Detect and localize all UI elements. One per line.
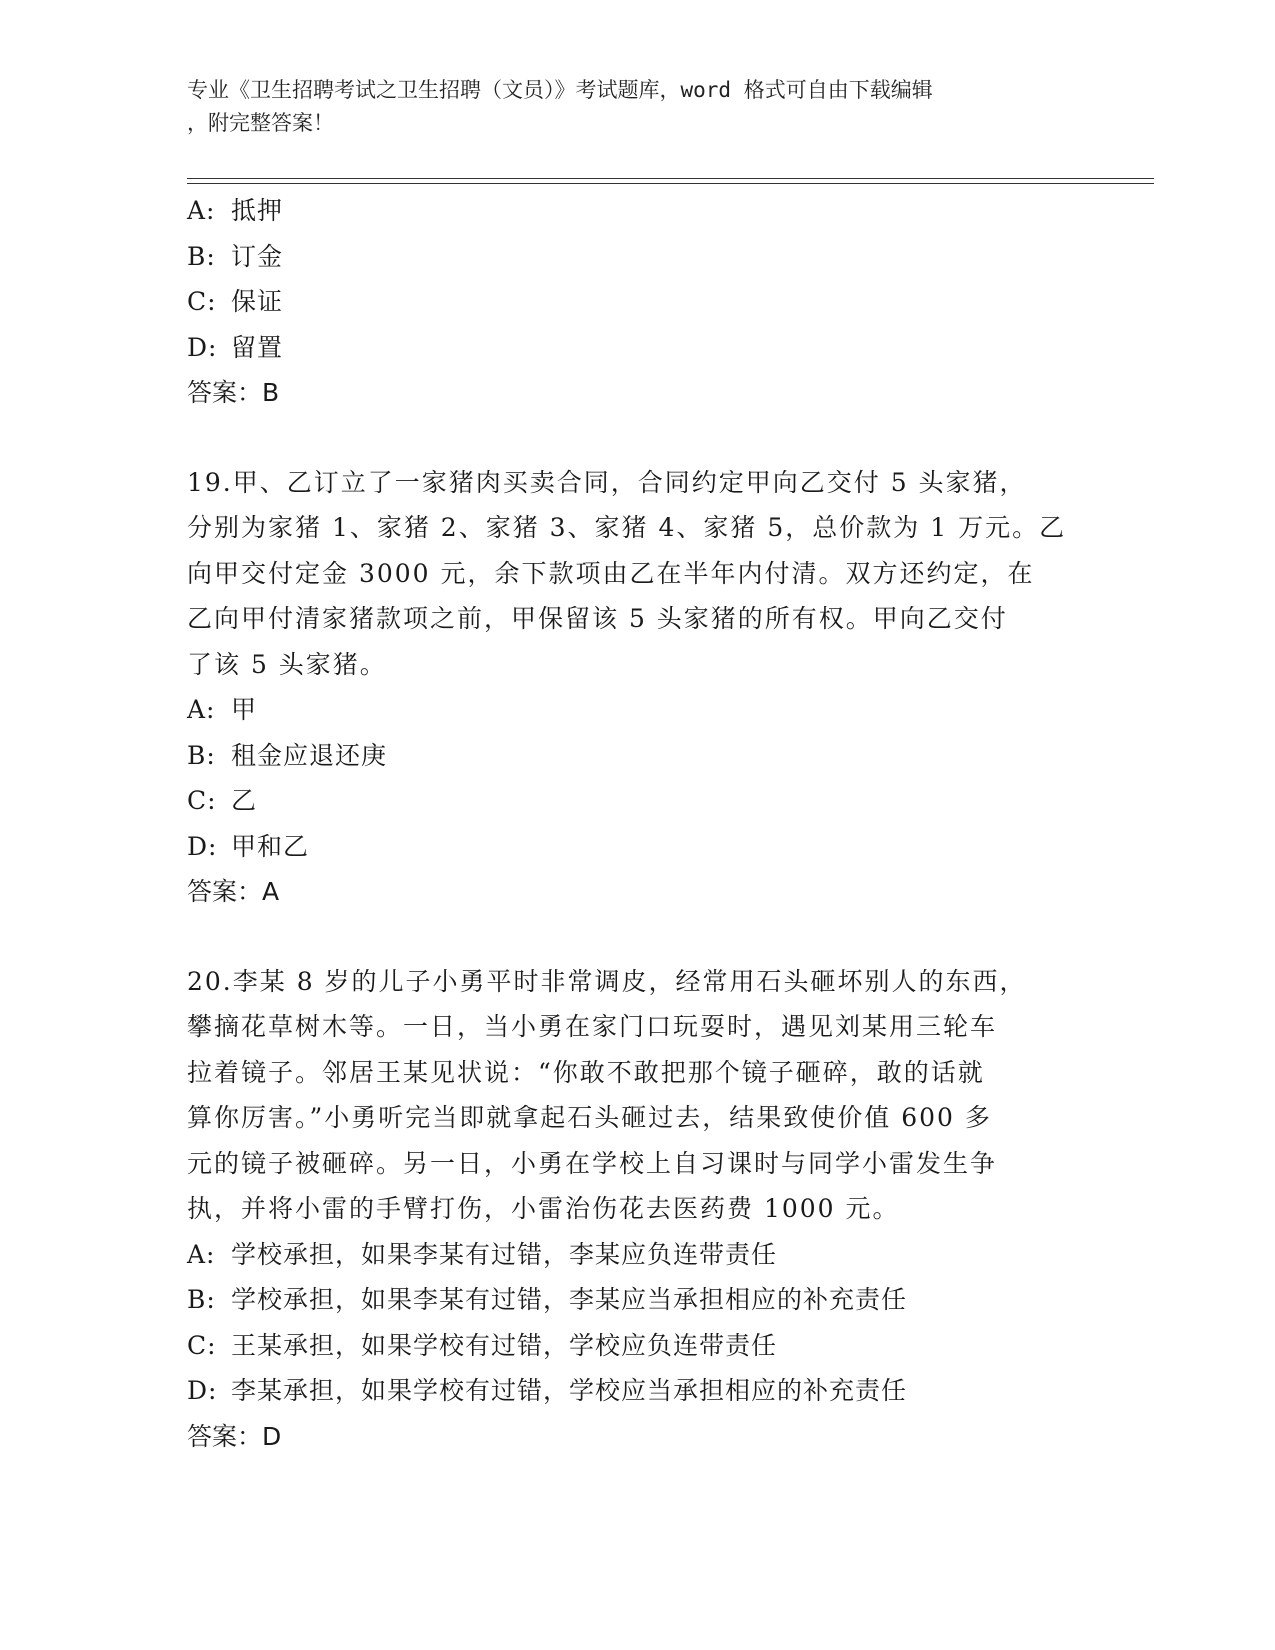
header-divider-top — [187, 178, 1154, 179]
question-line: 执，并将小雷的手臂打伤，小雷治伤花去医药费 1000 元。 — [187, 1194, 900, 1223]
question-list — [187, 188, 1087, 1459]
question-line: 分别为家猪 1、家猪 2、家猪 3、家猪 4、家猪 5，总价款为 1 万元。乙 — [187, 513, 1067, 542]
answer-line: 答案：B — [187, 378, 280, 407]
option-c: C: 保证 — [187, 287, 284, 316]
option-d: D: 李某承担，如果学校有过错，学校应当承担相应的补充责任 — [187, 1376, 908, 1405]
question-line: 算你厉害。”小勇听完当即就拿起石头砸过去，结果致使价值 600 多 — [187, 1103, 992, 1132]
option-a: A: 甲 — [187, 695, 258, 724]
question-block-20 — [187, 959, 1087, 1460]
header-line-1: 专业《卫生招聘考试之卫生招聘（文员）》考试题库，word 格式可自由下载编辑 — [187, 78, 933, 102]
question-line: 了该 5 头家猪。 — [187, 649, 387, 679]
question-line: 拉着镜子。邻居王某见状说：“你敢不敢把那个镜子砸碎，敢的话就 — [187, 1057, 985, 1087]
option-d: D: 留置 — [187, 332, 284, 362]
question-block-19 — [187, 460, 1087, 915]
question-text — [187, 460, 1087, 688]
question-block-18 — [187, 188, 1087, 416]
header-line-2: ，附完整答案！ — [187, 111, 334, 135]
question-line: 乙向甲付清家猪款项之前，甲保留该 5 头家猪的所有权。甲向乙交付 — [187, 604, 1008, 633]
question-text — [187, 959, 1087, 1232]
option-b: B: 租金应退还庚 — [187, 740, 388, 770]
option-d: D: 甲和乙 — [187, 831, 310, 861]
option-c: C: 乙 — [187, 786, 258, 815]
question-line: 攀摘花草树木等。一日，当小勇在家门口玩耍时，遇见刘某用三轮车 — [187, 1012, 998, 1041]
option-b: B: 订金 — [187, 241, 284, 271]
question-line: 20.李某 8 岁的儿子小勇平时非常调皮，经常用石头砸坏别人的东西， — [187, 966, 1027, 996]
header-divider-bottom — [187, 183, 1154, 184]
question-line: 19.甲、乙订立了一家猪肉买卖合同，合同约定甲向乙交付 5 头家猪， — [187, 467, 1027, 497]
question-line: 元的镜子被砸碎。另一日，小勇在学校上自习课时与同学小雷发生争 — [187, 1148, 998, 1178]
document-header — [187, 74, 1087, 140]
question-line: 向甲交付定金 3000 元，余下款项由乙在半年内付清。双方还约定，在 — [187, 558, 1035, 588]
option-c: C: 王某承担，如果学校有过错，学校应负连带责任 — [187, 1330, 778, 1360]
answer-line: 答案：A — [187, 877, 280, 906]
option-a: A: 学校承担，如果李某有过错，李某应负连带责任 — [187, 1239, 778, 1269]
option-a: A: 抵押 — [187, 196, 284, 225]
option-b: B: 学校承担，如果李某有过错，李某应当承担相应的补充责任 — [187, 1285, 908, 1314]
answer-line: 答案：D — [187, 1421, 282, 1451]
